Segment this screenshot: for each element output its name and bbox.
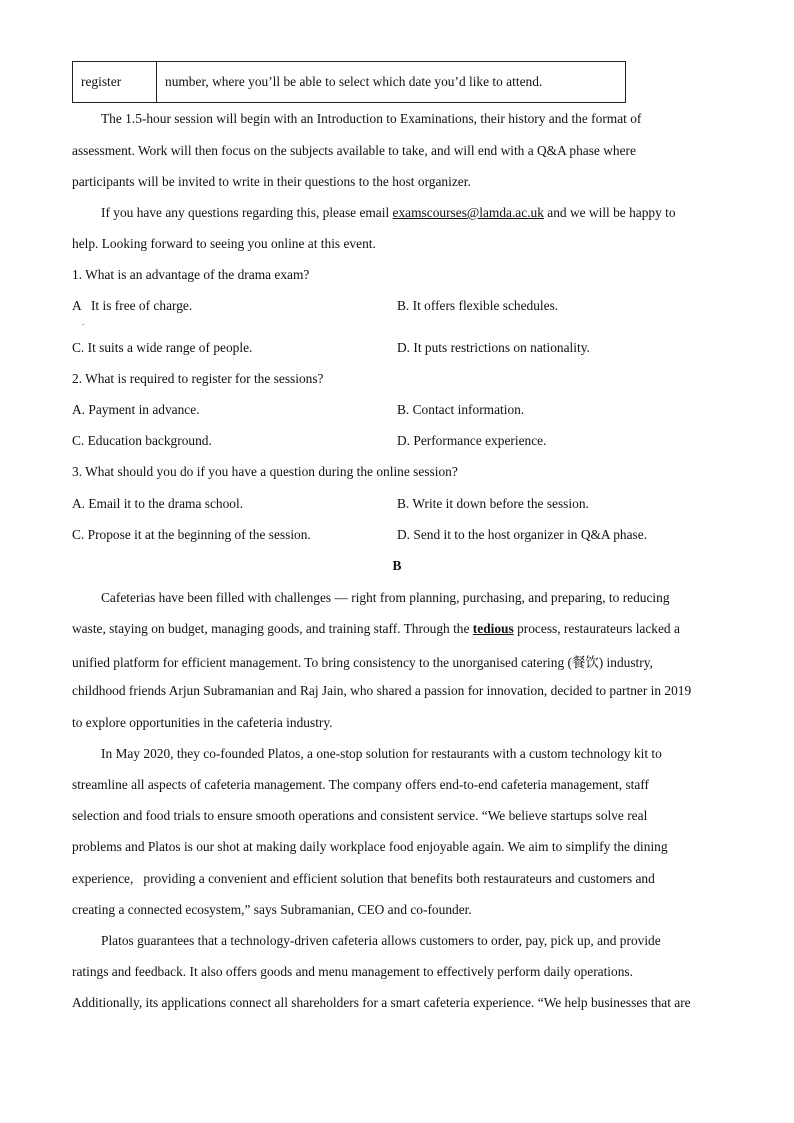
q1-option-c: C. It suits a wide range of people. [72, 340, 253, 355]
q1-option-d: D. It puts restrictions on nationality. [397, 340, 590, 355]
q1-option-b: B. It offers flexible schedules. [397, 298, 559, 313]
para2-line1 [101, 205, 676, 221]
passage-b-p1-line1: Cafeterias have been filled with challenges — right from planning, purchasing, and preparing, to reducing [101, 590, 670, 605]
q1-option-a: A It is free of charge. [72, 298, 193, 313]
passage-b-p1-line5: to explore opportunities in the cafeteria industry. [72, 715, 333, 730]
para2-line2: help. Looking forward to seeing you online at this event. [72, 236, 376, 251]
q3-option-c: C. Propose it at the beginning of the session. [72, 527, 311, 542]
section-heading-b: B [392, 558, 402, 573]
q3-option-a: A. Email it to the drama school. [72, 496, 244, 511]
q2-option-b: B. Contact information. [397, 402, 525, 417]
q2-option-c: C. Education background. [72, 433, 212, 448]
q3-option-d: D. Send it to the host organizer in Q&A phase. [397, 527, 648, 542]
table-cell-register: register [73, 62, 157, 103]
passage-b-p1-line2 [72, 621, 680, 637]
question-3: 3. What should you do if you have a question during the online session? [72, 464, 458, 479]
register-table [72, 61, 626, 103]
p1-line2-text-b: process, restaurateurs lacked a [513, 621, 680, 636]
stray-dot: . [82, 318, 84, 327]
question-2: 2. What is required to register for the sessions? [72, 371, 324, 386]
passage-b-p2-line2: streamline all aspects of cafeteria management. The company offers end-to-end cafeteria management, staff [72, 777, 650, 792]
key-word-tedious: tedious [472, 621, 514, 636]
passage-b-p3-line3: Additionally, its applications connect all shareholders for a smart cafeteria experience. “We help businesses that are [72, 995, 691, 1010]
passage-b-p2-line4: problems and Platos is our shot at making daily workplace food enjoyable again. We aim to simplify the dining [72, 839, 668, 854]
para1-line3: participants will be invited to write in their questions to the host organizer. [72, 174, 471, 189]
passage-b-p1-line4: childhood friends Arjun Subramanian and Raj Jain, who shared a passion for innovation, decided to partner in 2019 [72, 683, 692, 698]
passage-b-p1-line3: unified platform for efficient management. To bring consistency to the unorganised catering (餐饮) industry, [72, 655, 653, 670]
table-cell-description: number, where you’ll be able to select which date you’d like to attend. [157, 62, 626, 103]
passage-b-p3-line1: Platos guarantees that a technology-driven cafeteria allows customers to order, pay, pick up, and provide [101, 933, 661, 948]
q2-option-d: D. Performance experience. [397, 433, 547, 448]
passage-b-p3-line2: ratings and feedback. It also offers goods and menu management to effectively perform daily operations. [72, 964, 633, 979]
para1-line2: assessment. Work will then focus on the subjects available to take, and will end with a Q&A phase where [72, 143, 636, 158]
table-row [73, 62, 626, 103]
passage-b-p2-line6: creating a connected ecosystem,” says Subramanian, CEO and co-founder. [72, 902, 472, 917]
p1-line2-text-a: waste, staying on budget, managing goods, and training staff. Through the [72, 621, 473, 636]
q3-option-b: B. Write it down before the session. [397, 496, 589, 511]
para2-text-a: If you have any questions regarding this, please email [101, 205, 393, 220]
passage-b-p2-line1: In May 2020, they co-founded Platos, a one-stop solution for restaurants with a custom technology kit to [101, 746, 662, 761]
passage-b-p2-line5: experience, providing a convenient and efficient solution that benefits both restaurateurs and customers and [72, 871, 655, 886]
q2-option-a: A. Payment in advance. [72, 402, 200, 417]
passage-b-p2-line3: selection and food trials to ensure smooth operations and consistent service. “We believe startups solve real [72, 808, 648, 823]
para2-text-b: and we will be happy to [543, 205, 676, 220]
para1-line1: The 1.5-hour session will begin with an Introduction to Examinations, their history and the format of [101, 111, 642, 126]
question-1: 1. What is an advantage of the drama exam? [72, 267, 310, 282]
email-link[interactable]: examscourses@lamda.ac.uk [392, 205, 544, 220]
